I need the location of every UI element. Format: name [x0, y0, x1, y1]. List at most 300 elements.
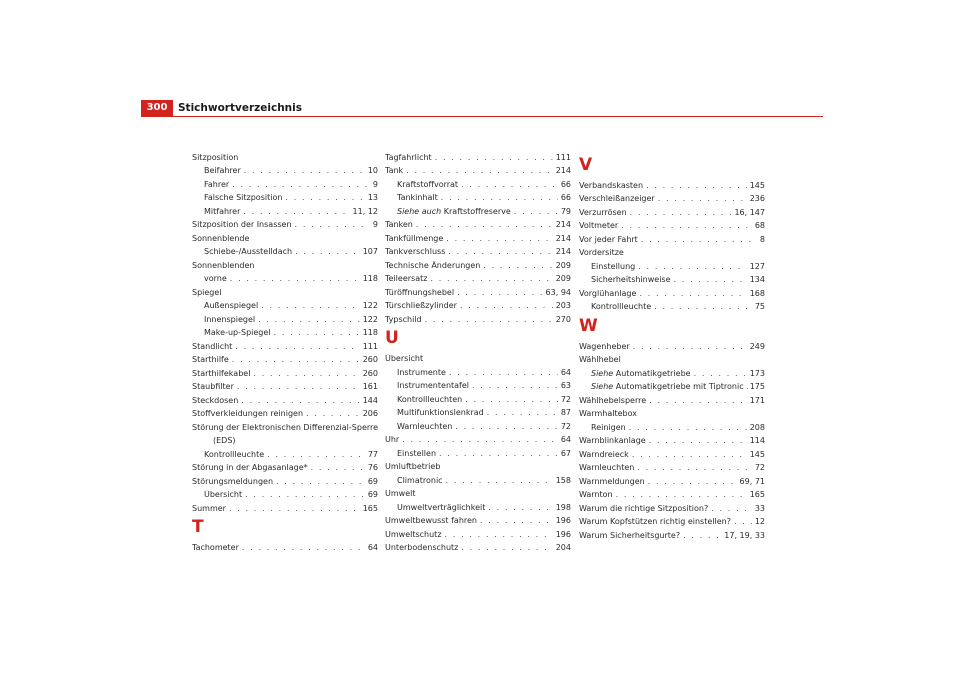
index-subentry — [385, 422, 571, 432]
index-subentry — [192, 436, 378, 446]
dot-leader — [311, 463, 365, 473]
entry-label: Kraftstoffvorrat — [397, 179, 459, 189]
dot-leader — [253, 369, 359, 379]
page-reference: 168 — [749, 288, 765, 298]
dot-leader — [487, 408, 558, 418]
dot-leader — [276, 477, 365, 487]
entry-label: Störung der Elektronischen Differenzial-Sperre — [192, 422, 378, 432]
entry-label: Standlicht — [192, 341, 233, 351]
entry-label — [591, 369, 691, 379]
index-subentry — [192, 301, 378, 311]
entry-label: Make-up-Spiegel — [204, 328, 271, 338]
dot-leader — [406, 166, 553, 176]
dot-leader — [694, 369, 747, 379]
entry-label: Summer — [192, 503, 226, 513]
entry-label: Einstellung — [591, 261, 636, 271]
index-subentry — [385, 476, 571, 486]
entry-label: Wählhebelsperre — [579, 395, 647, 405]
page-reference: 203 — [555, 301, 571, 311]
index-entry — [192, 220, 378, 230]
index-subentry — [579, 275, 765, 285]
index-subentry — [192, 180, 378, 190]
see-reference: Siehe — [591, 368, 614, 378]
page-reference: 13 — [367, 193, 378, 203]
entry-label: Störungsmeldungen — [192, 476, 274, 486]
index-entry — [192, 477, 378, 487]
index-entry — [385, 543, 571, 553]
entry-label: Warnmeldungen — [579, 476, 645, 486]
page-reference: 145 — [749, 181, 765, 190]
page-reference: 196 — [555, 516, 571, 526]
dot-leader — [639, 289, 746, 299]
page-reference: 67 — [560, 448, 571, 458]
entry-label: Tank — [385, 166, 404, 176]
index-entry — [579, 477, 765, 487]
dot-leader — [472, 381, 558, 391]
index-entry — [192, 153, 378, 163]
entry-label: Warmhaltebox — [579, 409, 637, 419]
page-reference: 144 — [362, 395, 378, 405]
page-reference: 204 — [555, 543, 571, 553]
page-reference: 114 — [749, 436, 765, 446]
index-entry — [385, 315, 571, 325]
page-reference: 165 — [362, 503, 378, 513]
dot-leader — [306, 409, 360, 419]
index-entry — [579, 235, 765, 245]
page-reference: 161 — [362, 382, 378, 392]
page-reference: 69, 71 — [739, 476, 765, 486]
entry-label: (EDS) — [213, 436, 236, 446]
dot-leader — [439, 449, 558, 459]
dot-leader — [629, 423, 747, 433]
dot-leader — [245, 490, 365, 500]
entry-label: Tankverschluss — [385, 247, 446, 257]
index-entry — [579, 531, 765, 541]
page-reference: 87 — [560, 408, 571, 418]
entry-term: Automatikgetriebe — [615, 368, 691, 378]
index-column-right — [579, 153, 765, 544]
entry-label: Warnleuchten — [397, 421, 453, 431]
dot-leader — [261, 301, 360, 311]
dot-leader — [455, 422, 557, 432]
entry-label: Instrumententafel — [397, 381, 470, 391]
entry-label: Uhr — [385, 435, 400, 445]
page-reference: 260 — [362, 368, 378, 378]
entry-label: Starthilfekabel — [192, 368, 251, 378]
dot-leader — [243, 207, 349, 217]
index-column-middle — [385, 153, 571, 557]
dot-leader — [285, 193, 364, 203]
dot-leader — [633, 342, 747, 352]
dot-leader — [235, 342, 359, 352]
index-subentry — [192, 450, 378, 460]
entry-label: Tagfahrlicht — [385, 153, 432, 162]
index-entry — [192, 409, 378, 419]
page-reference: 64 — [560, 435, 571, 445]
index-subentry — [385, 503, 571, 513]
page-reference: 75 — [754, 302, 765, 312]
entry-label: Vorglühanlage — [579, 288, 637, 298]
entry-label: Steckdosen — [192, 395, 239, 405]
dot-leader — [514, 207, 558, 217]
entry-label: Teileersatz — [385, 274, 428, 284]
entry-label: Mitfahrer — [204, 206, 241, 216]
page-reference: 63 — [560, 381, 571, 391]
page-reference: 158 — [555, 475, 571, 485]
entry-label: Tachometer — [192, 543, 239, 553]
entry-label: Kontrollleuchte — [591, 302, 652, 312]
index-subentry — [192, 193, 378, 203]
dot-leader — [244, 166, 365, 176]
dot-leader — [295, 220, 370, 230]
page-reference: 79 — [560, 206, 571, 216]
entry-label: Falsche Sitzposition — [204, 193, 283, 203]
page-reference: 64 — [367, 543, 378, 553]
page-reference: 206 — [362, 409, 378, 419]
index-subentry — [385, 408, 571, 418]
entry-label: Vor jeder Fahrt — [579, 234, 638, 244]
index-subentry — [385, 395, 571, 405]
index-entry — [385, 274, 571, 284]
index-subentry — [192, 247, 378, 257]
index-subentry — [385, 381, 571, 391]
dot-leader — [674, 275, 747, 285]
entry-label: Übersicht — [385, 354, 424, 364]
entry-label: Tanken — [385, 220, 413, 230]
section-letter: U — [385, 328, 399, 349]
page-reference: 145 — [749, 449, 765, 459]
page-reference: 66 — [560, 193, 571, 203]
entry-label: Türschließzylinder — [385, 301, 457, 311]
dot-leader — [658, 194, 747, 204]
entry-label: Spiegel — [192, 287, 222, 297]
index-entry — [579, 355, 765, 365]
index-subentry — [385, 368, 571, 378]
index-entry — [579, 450, 765, 460]
dot-leader — [402, 435, 558, 445]
entry-label: Beifahrer — [204, 166, 241, 176]
page-reference: 77 — [367, 449, 378, 459]
entry-label: Warum Sicherheitsgurte? — [579, 530, 681, 540]
page-reference: 69 — [367, 476, 378, 486]
index-entry — [192, 396, 378, 406]
page-reference: 196 — [555, 529, 571, 539]
entry-label: Sonnenblende — [192, 233, 250, 243]
entry-label: Warnton — [579, 490, 613, 500]
entry-label: Störung in der Abgasanlage* — [192, 463, 308, 473]
index-entry — [579, 248, 765, 258]
index-entry — [579, 409, 765, 419]
index-entry — [579, 181, 765, 191]
entry-label: Verzurrösen — [579, 207, 627, 217]
dot-leader — [461, 180, 558, 190]
index-entry — [385, 234, 571, 244]
entry-label: Warndreieck — [579, 449, 629, 459]
page-reference: 165 — [749, 490, 765, 500]
page-reference: 11, 12 — [352, 206, 378, 216]
page-reference: 72 — [754, 463, 765, 473]
entry-label: Fahrer — [204, 179, 230, 189]
dot-leader — [457, 288, 542, 298]
index-entry — [192, 369, 378, 379]
see-reference: Siehe — [591, 382, 614, 392]
index-entry — [192, 543, 378, 553]
dot-leader — [430, 274, 552, 284]
page-reference: 270 — [555, 314, 571, 324]
index-entry — [192, 342, 378, 352]
index-subentry — [579, 262, 765, 272]
page-reference: 214 — [555, 247, 571, 257]
see-reference: Siehe auch — [397, 206, 442, 216]
entry-label: Umwelt — [385, 489, 416, 499]
entry-label: Tankfüllmenge — [385, 233, 444, 243]
page-reference: 72 — [560, 394, 571, 404]
index-subentry — [192, 315, 378, 325]
dot-leader — [638, 262, 746, 272]
dot-leader — [241, 396, 359, 406]
dot-leader — [649, 396, 747, 406]
dot-leader — [616, 490, 747, 500]
entry-label: Wagenheber — [579, 341, 630, 351]
page-reference: 33 — [754, 503, 765, 513]
page-reference: 134 — [749, 275, 765, 285]
entry-label — [397, 207, 511, 217]
page-reference: 66 — [560, 179, 571, 189]
entry-label: Übersicht — [204, 490, 243, 500]
dot-leader — [441, 193, 558, 203]
entry-label: Unterbodenschutz — [385, 543, 459, 553]
index-entry — [385, 516, 571, 526]
page-reference: 249 — [749, 341, 765, 351]
page-reference: 214 — [555, 233, 571, 243]
index-subentry — [192, 274, 378, 284]
index-subentry — [579, 382, 765, 392]
page-reference: 76 — [367, 463, 378, 473]
dot-leader — [229, 504, 360, 514]
index-entry — [385, 247, 571, 257]
dot-leader — [734, 517, 752, 527]
entry-label: Voltmeter — [579, 221, 619, 231]
dot-leader — [648, 477, 737, 487]
page-reference: 111 — [555, 153, 571, 162]
index-entry — [579, 289, 765, 299]
index-entry — [579, 342, 765, 352]
page-reference: 260 — [362, 355, 378, 365]
entry-label: Tankinhalt — [397, 193, 438, 203]
entry-label: Außenspiegel — [204, 301, 259, 311]
page-reference: 127 — [749, 261, 765, 271]
page-reference: 209 — [555, 260, 571, 270]
index-subentry — [385, 193, 571, 203]
index-subentry — [192, 490, 378, 500]
index-entry — [385, 462, 571, 472]
dot-leader — [632, 450, 747, 460]
entry-label: Einstellen — [397, 448, 437, 458]
index-entry — [385, 220, 571, 230]
dot-leader — [295, 247, 360, 257]
dot-leader — [425, 315, 553, 325]
entry-label: Staubfilter — [192, 382, 234, 392]
page-reference: 69 — [367, 490, 378, 500]
dot-leader — [460, 301, 553, 311]
page-reference: 111 — [362, 341, 378, 351]
index-entry — [385, 530, 571, 540]
dot-leader — [641, 235, 757, 245]
page-reference: 214 — [555, 220, 571, 230]
entry-label: Sitzposition — [192, 153, 239, 162]
page-reference: 12 — [754, 517, 765, 527]
dot-leader — [230, 274, 360, 284]
index-entry — [579, 463, 765, 473]
entry-label: vorne — [204, 274, 227, 284]
section-letter: T — [192, 517, 204, 538]
entry-label: Warnblinkanlage — [579, 436, 646, 446]
entry-label: Stoffverkleidungen reinigen — [192, 409, 304, 419]
page-reference: 68 — [754, 221, 765, 231]
page-reference: 122 — [362, 314, 378, 324]
dot-leader — [646, 181, 747, 191]
index-entry — [385, 261, 571, 271]
header-rule — [141, 116, 823, 117]
dot-leader — [461, 543, 552, 553]
dot-leader — [683, 531, 721, 541]
dot-leader — [267, 450, 365, 460]
page-reference: 16, 147 — [734, 207, 765, 217]
dot-leader — [237, 382, 360, 392]
dot-leader — [465, 395, 558, 405]
page-header — [141, 100, 823, 117]
dot-leader — [232, 355, 360, 365]
dot-leader — [242, 543, 365, 553]
entry-label: Umweltschutz — [385, 529, 442, 539]
entry-label: Sonnenblenden — [192, 260, 255, 270]
dot-leader — [445, 530, 553, 540]
entry-label: Reinigen — [591, 422, 626, 432]
dot-leader — [621, 221, 752, 231]
dot-leader — [416, 220, 553, 230]
index-entry — [579, 436, 765, 446]
section-letter: V — [579, 155, 593, 175]
page-reference: 173 — [749, 368, 765, 378]
entry-label: Innenspiegel — [204, 314, 256, 324]
entry-label: Warum die richtige Sitzposition? — [579, 503, 709, 513]
page-reference: 198 — [555, 502, 571, 512]
entry-term: Kraftstoffreserve — [443, 206, 511, 216]
dot-leader — [449, 368, 558, 378]
index-entry — [385, 354, 571, 364]
index-subentry — [579, 302, 765, 312]
page-reference: 171 — [749, 395, 765, 405]
page-reference: 9 — [372, 179, 378, 189]
page-reference: 9 — [372, 220, 378, 230]
page-reference: 63, 94 — [545, 287, 571, 297]
index-entry — [385, 288, 571, 298]
index-subentry — [385, 180, 571, 190]
index-entry — [192, 288, 378, 298]
dot-leader — [711, 504, 752, 514]
entry-term: Automatikgetriebe mit Tiptronic — [615, 382, 744, 392]
index-subentry — [579, 423, 765, 433]
index-entry — [385, 435, 571, 445]
page-reference: 8 — [759, 234, 765, 244]
entry-label: Multifunktionslenkrad — [397, 408, 484, 418]
dot-leader — [630, 208, 732, 218]
entry-label: Türöffnungshebel — [385, 287, 455, 297]
dot-leader — [488, 503, 552, 513]
index-entry — [579, 194, 765, 204]
index-entry — [192, 382, 378, 392]
entry-label: Starthilfe — [192, 355, 229, 365]
entry-label: Kontrollleuchte — [204, 449, 265, 459]
index-subentry — [579, 369, 765, 379]
index-entry — [192, 355, 378, 365]
index-entry — [192, 463, 378, 473]
entry-label: Verschleißanzeiger — [579, 194, 655, 204]
section-letter: W — [579, 315, 598, 336]
page-reference: 122 — [362, 301, 378, 311]
page-reference: 214 — [555, 166, 571, 176]
page-number: 300 — [141, 100, 173, 116]
entry-label: Instrumente — [397, 367, 446, 377]
index-entry — [579, 396, 765, 406]
dot-leader — [480, 516, 553, 526]
page-reference: 17, 19, 33 — [724, 530, 765, 540]
page-reference: 118 — [362, 274, 378, 284]
dot-leader — [654, 302, 752, 312]
page-reference: 10 — [367, 166, 378, 176]
dot-leader — [448, 247, 552, 257]
entry-label: Warnleuchten — [579, 463, 635, 473]
index-entry — [579, 517, 765, 527]
dot-leader — [435, 153, 553, 163]
dot-leader — [446, 234, 552, 244]
entry-label: Wählhebel — [579, 355, 621, 365]
dot-leader — [274, 328, 360, 338]
index-entry — [579, 208, 765, 218]
index-entry — [385, 489, 571, 499]
entry-label: Umluftbetrieb — [385, 462, 441, 472]
index-subentry — [192, 166, 378, 176]
index-entry — [385, 153, 571, 163]
dot-leader — [649, 436, 747, 446]
index-subentry — [192, 207, 378, 217]
page-reference: 209 — [555, 274, 571, 284]
index-subentry — [385, 207, 571, 217]
entry-label: Schiebe-/Ausstelldach — [204, 247, 293, 257]
entry-label: Technische Änderungen — [385, 260, 481, 270]
page-reference: 64 — [560, 367, 571, 377]
index-entry — [579, 221, 765, 231]
index-entry — [579, 504, 765, 514]
index-subentry — [192, 328, 378, 338]
entry-label — [591, 382, 744, 392]
index-entry — [192, 504, 378, 514]
index-entry — [385, 301, 571, 311]
index-entry — [385, 166, 571, 176]
dot-leader — [446, 476, 553, 486]
entry-label: Umweltbewusst fahren — [385, 516, 477, 526]
page-reference: 118 — [362, 328, 378, 338]
dot-leader — [258, 315, 360, 325]
dot-leader — [637, 463, 751, 473]
entry-label: Verbandskasten — [579, 181, 644, 190]
entry-label: Sitzposition der Insassen — [192, 220, 292, 230]
page-reference: 72 — [560, 421, 571, 431]
dot-leader — [483, 261, 552, 271]
index-entry — [192, 261, 378, 271]
index-subentry — [385, 449, 571, 459]
entry-label: Sicherheitshinweise — [591, 275, 671, 285]
